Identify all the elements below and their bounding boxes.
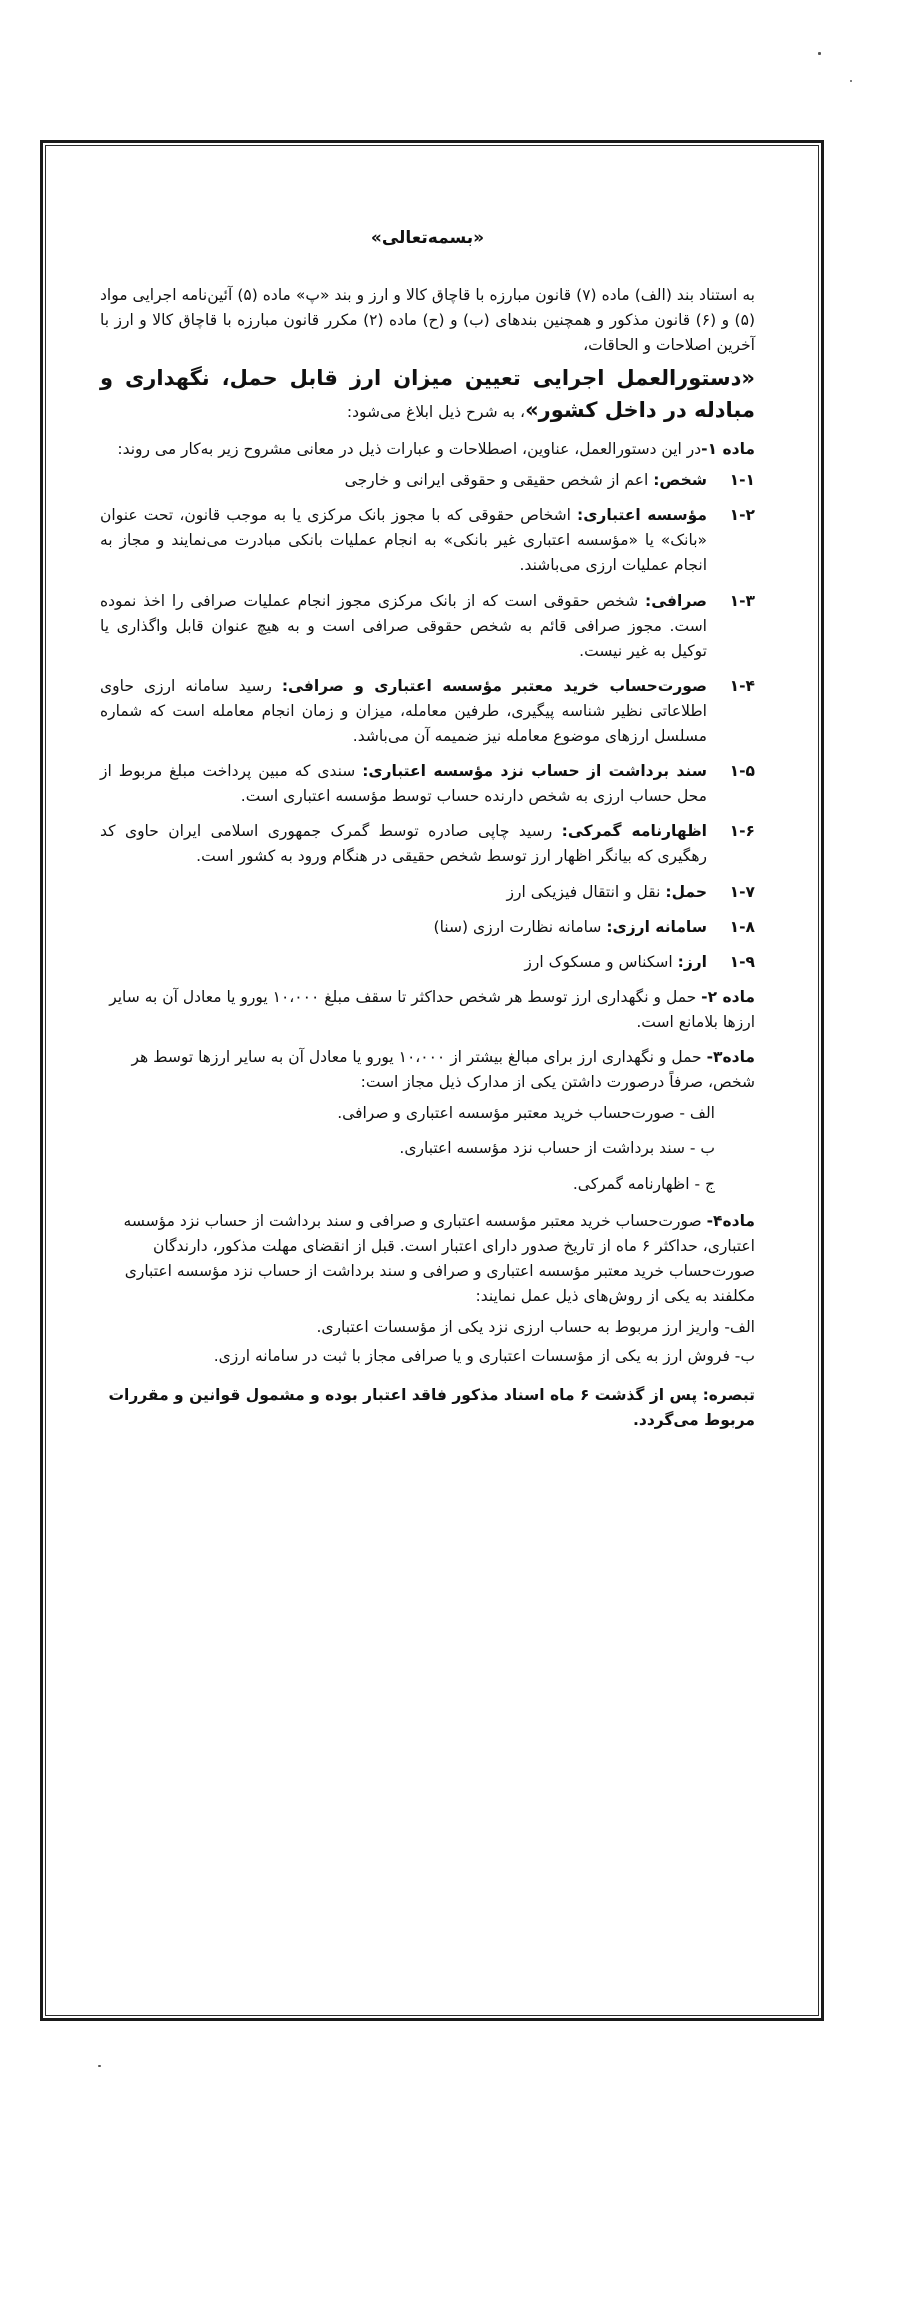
definition-number: ۱-۴ (729, 676, 755, 695)
document-title: «دستورالعمل اجرایی تعیین میزان ارز قابل حمل، نگهداری و مبادله در داخل کشور» (100, 365, 755, 423)
definition-text: رسید چاپی صادره توسط گمرک جمهوری اسلامی ایران حاوی کد رهگیری که بیانگر اظهار ارز توسط شخص حقیقی در هنگام ورود به کشور است. (100, 822, 707, 866)
article-2 (100, 985, 755, 1035)
scan-speck (98, 2065, 101, 2067)
definition-item (100, 674, 755, 749)
scan-speck (818, 52, 821, 55)
article-text: صورت‌حساب خرید معتبر مؤسسه اعتباری و صرافی و سند برداشت از حساب نزد مؤسسه اعتباری، حداکثر ۶ ماه از تاریخ صدور دارای اعتبار است. قبل از انقضای مهلت مذکور، دارندگان صورت‌حساب خرید معتبر مؤسسه اعتباری و صرافی و سند برداشت از حساب نزد مؤسسه اعتباری مکلفند به یکی از روش‌های ذیل عمل نمایند: (123, 1211, 755, 1306)
definition-term: صورت‌حساب خرید معتبر مؤسسه اعتباری و صرافی: (281, 676, 707, 695)
definition-item (100, 503, 755, 578)
definition-item (100, 589, 755, 664)
basmala-heading: «بسمه‌تعالی» (370, 228, 485, 248)
note-text: پس از گذشت ۶ ماه اسناد مذکور فاقد اعتبار بوده و مشمول قوانین و مقررات مربوط می‌گردد. (108, 1386, 755, 1430)
definition-text: شخص حقوقی است که از بانک مرکزی مجوز انجام عملیات صرافی را اخذ نموده است. مجوز صرافی قائم به شخص حقوقی صرافی است و به هیچ عنوان قابل واگذاری یا توکیل به غیر نیست. (100, 591, 707, 660)
method-option: الف- واریز ارز مربوط به حساب ارزی نزد یکی از مؤسسات اعتباری. (316, 1318, 755, 1337)
article-1 (100, 437, 755, 462)
definition-term: شخص: (653, 471, 707, 490)
definition-text: سندی که مبین پرداخت مبلغ مربوط از محل حساب ارزی به شخص دارنده حساب توسط مؤسسه اعتباری است. (100, 762, 707, 806)
article-3 (100, 1045, 755, 1095)
definition-term: اظهارنامه گمرکی: (561, 822, 707, 841)
definition-number: ۱-۵ (729, 762, 755, 781)
document-option: ج - اظهارنامه گمرکی. (572, 1174, 715, 1193)
definition-item (100, 950, 755, 975)
article-label: ماده۴- (706, 1211, 755, 1230)
definition-item (100, 819, 755, 869)
definition-number: ۱-۱ (729, 471, 755, 490)
article-4 (100, 1209, 755, 1309)
article-4-methods (100, 1315, 755, 1369)
definition-item (100, 759, 755, 809)
definition-term: حمل: (665, 882, 707, 901)
definition-text: اعم از شخص حقیقی و حقوقی ایرانی و خارجی (344, 471, 654, 490)
announcement (100, 362, 755, 427)
definition-number: ۱-۷ (729, 882, 755, 901)
definition-number: ۱-۹ (729, 952, 755, 971)
definition-number: ۱-۳ (729, 591, 755, 610)
article-text: در این دستورالعمل، عناوین، اصطلاحات و عبارات ذیل در معانی مشروح زیر به‌کار می روند: (117, 439, 702, 458)
scan-speck (850, 80, 852, 82)
article-label: ماده۳- (706, 1048, 755, 1067)
document-option: الف - صورت‌حساب خرید معتبر مؤسسه اعتباری و صرافی. (337, 1104, 715, 1123)
definition-term: سند برداشت از حساب نزد مؤسسه اعتباری: (362, 762, 707, 781)
article-text: حمل و نگهداری ارز توسط هر شخص حداکثر تا سقف مبلغ ۱۰،۰۰۰ یورو یا معادل آن به سایر ارزها بلامانع است. (109, 987, 755, 1032)
article-3-documents (100, 1101, 755, 1196)
document-body (100, 225, 755, 1434)
definition-number: ۱-۸ (729, 917, 755, 936)
definition-text: سامانه نظارت ارزی (سنا) (433, 917, 607, 936)
definition-text: اسکناس و مسکوک ارز (524, 952, 678, 971)
note (100, 1383, 755, 1433)
note-label: تبصره: (702, 1386, 755, 1405)
definition-text: اشخاص حقوقی که با مجوز بانک مرکزی یا به موجب قانون، تحت عنوان «بانک» یا «مؤسسه اعتباری غیر بانکی» به انجام عملیات بانکی مبادرت می‌نمایند و مجاز به انجام عملیات ارزی می‌باشند. (100, 506, 707, 575)
article-label: ماده ۱- (701, 439, 755, 458)
definition-text: رسید سامانه ارزی حاوی اطلاعاتی نظیر شناسه پیگیری، طرفین معامله، میزان و زمان انجام معامله است که شماره مسلسل ارزهای موضوع معامله نیز ضمیمه آن می‌باشد. (100, 676, 707, 746)
definition-term: ارز: (677, 952, 707, 971)
definition-term: مؤسسه اعتباری: (577, 506, 707, 525)
preamble (100, 283, 755, 358)
method-option: ب- فروش ارز به یکی از مؤسسات اعتباری و یا صرافی مجاز با ثبت در سامانه ارزی. (213, 1347, 755, 1366)
definition-number: ۱-۶ (729, 822, 755, 841)
definitions-list (100, 468, 755, 975)
document-option: ب - سند برداشت از حساب نزد مؤسسه اعتباری. (399, 1139, 715, 1158)
definition-item (100, 468, 755, 493)
definition-term: سامانه ارزی: (606, 917, 707, 936)
definition-text: نقل و انتقال فیزیکی ارز (506, 882, 666, 901)
definition-item (100, 880, 755, 905)
definition-number: ۱-۲ (729, 506, 755, 525)
article-label: ماده ۲- (701, 987, 755, 1006)
definition-item (100, 915, 755, 940)
definition-term: صرافی: (645, 591, 707, 610)
preamble-text: به استناد بند (الف) ماده (۷) قانون مبارزه با قاچاق کالا و ارز و بند «پ» ماده (۵) آئین‌نامه اجرایی مواد (۵) و (۶) قانون مذکور و همچنین بندهای (ب) و (ح) ماده (۲) مکرر قانون مبارزه با قاچاق کالا و ارز با آخرین اصلاحات و الحاقات، (100, 285, 755, 354)
article-text: حمل و نگهداری ارز برای مبالغ بیشتر از ۱۰،۰۰۰ یورو یا معادل آن به سایر ارزها توسط هر شخص، صرفاً درصورت داشتن یکی از مدارک ذیل مجاز است: (131, 1048, 755, 1092)
title-suffix: ، به شرح ذیل ابلاغ می‌شود: (346, 403, 526, 422)
